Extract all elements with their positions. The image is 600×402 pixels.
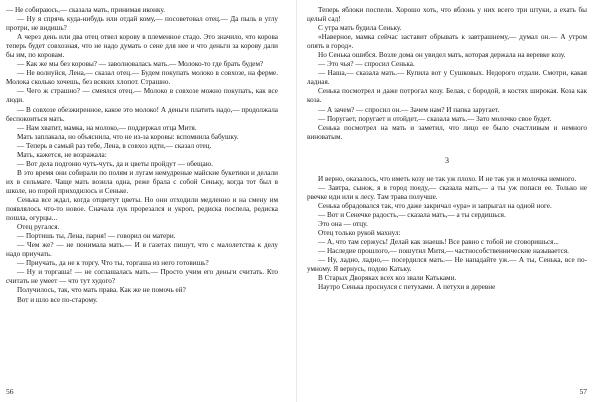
right-page-text-top — [307, 6, 587, 142]
paragraph: — Это чья? — спросил Сенька. — [318, 60, 415, 69]
paragraph: Сенька посмотрел на мать и заметил, что лицо ее было счастливым и немного виноватым. — [307, 123, 587, 141]
paragraph: Теперь яблоки поспели. Хорошо хоть, что яблонь у них всего три штуки, а ехать бы целый сад! — [307, 6, 587, 24]
paragraph: — А зачем? — спросил он.— Зачем нам? И папка заругает. — [318, 105, 500, 114]
paragraph: — Вот дела подгоню чуть-чуть, да и цветы пройдут — обещаю. — [17, 159, 213, 168]
paragraph: — Как же мы без коровы? — заволновалась мать.— Молоко-то где брать будем? — [17, 60, 264, 69]
paragraph: — Ну и торгаша! — не соглашалась мать.— Просто учим его деньги считать. Кто считать не умеет — что тут худого? — [6, 268, 278, 286]
paragraph: — Не собираюсь,— сказала мать, принимая иконку. — [6, 6, 166, 14]
paragraph: Сенька все ждал, когда отцветут цветы. Но они отходили медленно и на смену им появлялось что-то новое. Сначала лук прорезался и укроп, редиска поспела, редиска пошла, огурцы... — [6, 195, 278, 223]
paragraph: — Вот и Сенечке радость,— сказала мать,— а ты сердишься. — [318, 210, 506, 219]
paragraph: В Старых Дворяках всех коз звали Катьками. — [318, 274, 457, 283]
chapter-number: 3 — [445, 155, 449, 165]
paragraph: — Ну, ладно, ладно,— посердился мать.— Не нападайте уж.— А ты, Сенька, все по-умному. Я вернусь, подою Катьку. — [307, 256, 587, 274]
paragraph: — Чем же? — не понимала мать.— И в газетах пишут, что с малолетства к делу надо приучать. — [6, 241, 278, 259]
paragraph: — В совхозе обезжиренное, какое это молоко! А деньги платить надо,— продолжала беспокоиться мать. — [6, 105, 278, 123]
paragraph: Мать, кажется, не возражала: — [17, 150, 107, 159]
paragraph: «Наверное, мамка сейчас заставит обрывать к завтрашнему,— думал он.— А утром опять в город». — [307, 33, 587, 51]
paragraph: Мать заплакала, но объяснила, что не из-за коровы: вспомнила бабушку. — [17, 132, 239, 141]
paragraph: — Портишь ты, Лена, парня! — говорил он матери. — [17, 232, 176, 241]
paragraph: Наутро Сенька проснулся с петухами. А петухи в деревне — [318, 283, 496, 292]
paragraph: С утра мать будила Сеньку. — [318, 24, 402, 33]
paragraph: — А, что там сержусь! Делай как знаешь! Все равно с тобой не сговоришься... — [318, 238, 559, 247]
paragraph: А через день или два отец отвел корову в племенное стадо. Это значило, что корова теперь будет совхозная, что не надо думать о сене для нее и что деньги за корову дали бы им, по коровам. — [6, 33, 278, 60]
paragraph: — Приучать, да не к торгу. Что ты, торгаша из него готовишь? — [17, 259, 209, 268]
paragraph: Но Сенька ошибся. Возле дома он увидел мать, которая держала на веревке козу. — [318, 51, 566, 60]
paragraph: Это она — отцу. — [318, 219, 368, 228]
paragraph: Вот и шло все по-старому. — [17, 295, 98, 304]
paragraph: — Чего ж страшно? — смеялся отец.— Молоко в совхозе можно покупать, как все люди. — [6, 87, 278, 105]
paragraph: В это время они собирали по полям и лугам немудреные майские букетики и делали их в сельмаге. Чаще мать возила одна, реже брала с собой Сеньку, когда тот был в школе, но порой приходилось и Сеньке. — [6, 168, 278, 195]
paragraph: Отец только рукой махнул: — [318, 228, 401, 237]
paragraph: — Наследие прошлого,— пошутил Митя,— частнособственнические называется. — [318, 247, 569, 256]
left-page-text — [6, 6, 278, 305]
paragraph: — Завтра, сынок, я в город поеду,— сказала мать,— а ты уж попаси ее. Только не рвечке иди или к лесу. Там трава получше. — [307, 183, 587, 201]
right-page-number: 57 — [579, 387, 587, 396]
left-page-number: 56 — [6, 387, 14, 396]
paragraph: — Ну я спрячь куда-нибудь или отдай кому,— посоветовал отец.— Да пыль в углу протри, не видишь? — [6, 15, 278, 33]
paragraph: — Поругает, поругает и отойдет,— сказала мать.— Зато молочко свое будет. — [318, 114, 552, 123]
paragraph: — Нам хватит, мамка, на молоко,— поддержал отца Митя. — [17, 123, 197, 132]
right-page — [307, 6, 587, 398]
paragraph: И верно, оказалось, что иметь козу не так уж плохо. И не так уж и молочка немного. — [318, 174, 577, 183]
paragraph: — Наша,— сказала мать.— Купила вот у Сушковых. Недорого отдали. Смотри, какая ладная. — [307, 69, 587, 87]
paragraph: Сенька посмотрел и даже потрогал козу. Белая, с бородой, в костях широкая. Коза как коза. — [307, 87, 587, 105]
paragraph: Сенька обрадовался так, что даже закричал «ура» и запрыгал на одной ноге. — [318, 201, 552, 210]
paragraph: — Теперь в самый раз тебе, Лена, в совхоз идти,— сказал отец. — [17, 141, 212, 150]
paragraph: Получилось, так, что мать права. Как же не помочь ей? — [17, 286, 186, 295]
left-page — [6, 6, 278, 398]
book-gutter — [296, 0, 297, 402]
paragraph: Отец ругался. — [17, 223, 60, 232]
paragraph: — Не волнуйся, Лена,— сказал отец.— Будем покупать молоко в совхозе, на ферме. Молока сколько хочешь, без всяких хлопот. Страшно. — [6, 69, 278, 87]
right-page-text-bottom — [307, 175, 587, 293]
